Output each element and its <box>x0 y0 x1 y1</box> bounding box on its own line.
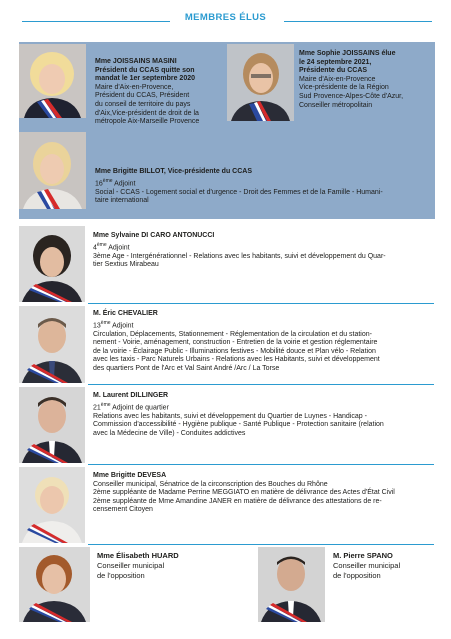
sophie-joissains-desc-2: Vice-présidente de la Région <box>299 84 389 92</box>
member-dillinger-name: M. Laurent DILLINGER <box>93 392 169 399</box>
member-devesa-role: Conseiller municipal, Sénatrice de la circonscription des Bouches du Rhône <box>93 480 328 488</box>
member-di-caro-rank-number: 4 <box>93 243 97 251</box>
member-dillinger-role: Adjoint de quartier <box>110 403 169 411</box>
sophie-joissains-desc-4: Conseiller métropolitain <box>299 101 373 109</box>
sophie-joissains-desc-1: Maire d'Aix-en-Provence <box>299 75 376 83</box>
billot-name: Mme Brigitte BILLOT, Vice-présidente du CCAS <box>95 168 253 175</box>
spano-name: M. Pierre SPANO <box>333 551 393 560</box>
member-di-caro-desc-2: tier Sextius Mirabeau <box>93 261 159 269</box>
member-devesa-block <box>93 472 438 515</box>
portrait-huard <box>19 547 90 622</box>
spano-block <box>333 551 443 581</box>
separator <box>88 464 434 465</box>
member-di-caro-name: Mme Sylvaine DI CARO ANTONUCCI <box>93 232 215 239</box>
billot-rank-sup: ème <box>102 177 113 184</box>
joissains-masini-name-3: mandat le 1er septembre 2020 <box>95 75 195 83</box>
member-devesa-name: Mme Brigitte DEVESA <box>93 472 167 479</box>
portrait-joissains-masini <box>19 44 86 118</box>
sophie-joissains-name-2: le 24 septembre 2021, <box>299 58 372 66</box>
joissains-masini-desc-2: Président du CCAS, Président <box>95 92 190 100</box>
billot-block <box>95 168 433 206</box>
section-header <box>0 0 451 34</box>
portrait-spano <box>258 547 325 622</box>
member-di-caro-desc-1: 3ème Age - Intergénérationnel - Relations avec les habitants, suivi et développement du Quar- <box>93 252 386 260</box>
member-chevalier-desc-4: avec les taxis - Parc Naturels Urbains - Relations avec les Habitants, suivi et développement <box>93 356 380 364</box>
member-chevalier-desc-3: de la voirie - Éclairage Public - Illuminations festives - Mobilité douce et Plan vélo - Relation <box>93 347 376 355</box>
huard-name: Mme Élisabeth HUARD <box>97 551 179 560</box>
member-dillinger-rank-number: 21 <box>93 403 101 411</box>
member-chevalier-desc-5: des quartiers Pont de l'Arc et Val Saint André /Arc / La Torse <box>93 364 280 372</box>
joissains-masini-block <box>95 58 225 127</box>
portrait-dillinger <box>19 387 85 463</box>
member-dillinger-rank <box>93 401 435 413</box>
member-devesa-desc-3: censement Citoyen <box>93 506 153 514</box>
sophie-joissains-block <box>299 50 434 110</box>
member-dillinger-desc-2: Commission d'accessibilité - Hygiène publique - Santé Publique - Protection sanitaire (relation <box>93 421 384 429</box>
member-chevalier-rank-number: 13 <box>93 321 101 329</box>
billot-rank <box>95 177 433 189</box>
member-dillinger-desc-3: avec la Médecine de Ville) - Conduites addictives <box>93 429 246 437</box>
member-chevalier-name: M. Éric CHEVALIER <box>93 310 158 317</box>
separator <box>88 384 434 385</box>
joissains-masini-desc-3: du conseil de territoire du pays <box>95 100 191 108</box>
sophie-joissains-name-3: Présidente du CCAS <box>299 67 368 75</box>
member-di-caro-block <box>93 232 433 270</box>
member-chevalier-block <box>93 310 435 373</box>
portrait-billot <box>19 132 86 209</box>
portrait-sophie-joissains <box>227 44 294 121</box>
billot-desc-2: taire international <box>95 197 149 205</box>
huard-desc-2: de l'opposition <box>97 571 145 580</box>
spano-desc-1: Conseiller municipal <box>333 561 401 570</box>
separator <box>88 303 434 304</box>
member-di-caro-rank-sup: ème <box>96 241 107 248</box>
member-devesa-desc-1: 2ème suppléante de Madame Perrine MEGGIATO en matière de délivrance des Actes d'État Civil <box>93 489 395 497</box>
member-chevalier-role: Adjoint <box>110 321 134 329</box>
sophie-joissains-name-1: Mme Sophie JOISSAINS élue <box>299 50 396 57</box>
billot-rank-number: 16 <box>95 179 103 187</box>
joissains-masini-name-2: Président du CCAS quitte son <box>95 66 195 74</box>
huard-block <box>97 551 237 581</box>
section-title: MEMBRES ÉLUS <box>184 12 267 23</box>
portrait-devesa <box>19 467 85 543</box>
billot-desc-1: Social - CCAS - Logement social et d'urgence - Droit des Femmes et de la Famille - Humani- <box>95 188 383 196</box>
member-chevalier-desc-2: nement - Voirie, aménagement, construction - Entretien de la voirie et gestion réglementaire <box>93 339 378 347</box>
member-chevalier-rank <box>93 319 435 331</box>
member-di-caro-role: Adjoint <box>106 243 130 251</box>
portrait-di-caro-antonucci <box>19 226 85 302</box>
joissains-masini-desc-1: Maire d'Aix-en-Provence, <box>95 83 174 91</box>
huard-desc-1: Conseiller municipal <box>97 561 165 570</box>
separator <box>88 544 434 545</box>
member-chevalier-desc-1: Circulation, Déplacements, Stationnement - Réglementation de la circulation et du station- <box>93 330 372 338</box>
member-devesa-desc-2: 2ème suppléante de Mme Amandine JANER en matière de délivrance des attestations de re- <box>93 497 382 505</box>
spano-desc-2: de l'opposition <box>333 571 381 580</box>
member-chevalier-rank-sup: ème <box>100 319 111 326</box>
member-dillinger-block <box>93 392 435 438</box>
header-rule-right <box>284 21 432 22</box>
member-dillinger-desc-1: Relations avec les habitants, suivi et développement du Quartier de Luynes - Handicap - <box>93 412 367 420</box>
joissains-masini-name-1: Mme JOISSAINS MASINI <box>95 58 177 65</box>
sophie-joissains-desc-3: Sud Provence-Alpes-Côte d'Azur, <box>299 92 404 100</box>
member-di-caro-rank <box>93 241 433 253</box>
joissains-masini-desc-5: métropole Aix-Marseille Provence <box>95 118 200 126</box>
billot-role: Adjoint <box>112 179 136 187</box>
member-dillinger-rank-sup: ème <box>100 401 111 408</box>
joissains-masini-desc-4: d'Aix,Vice-président de droit de la <box>95 109 199 117</box>
portrait-chevalier <box>19 306 85 383</box>
